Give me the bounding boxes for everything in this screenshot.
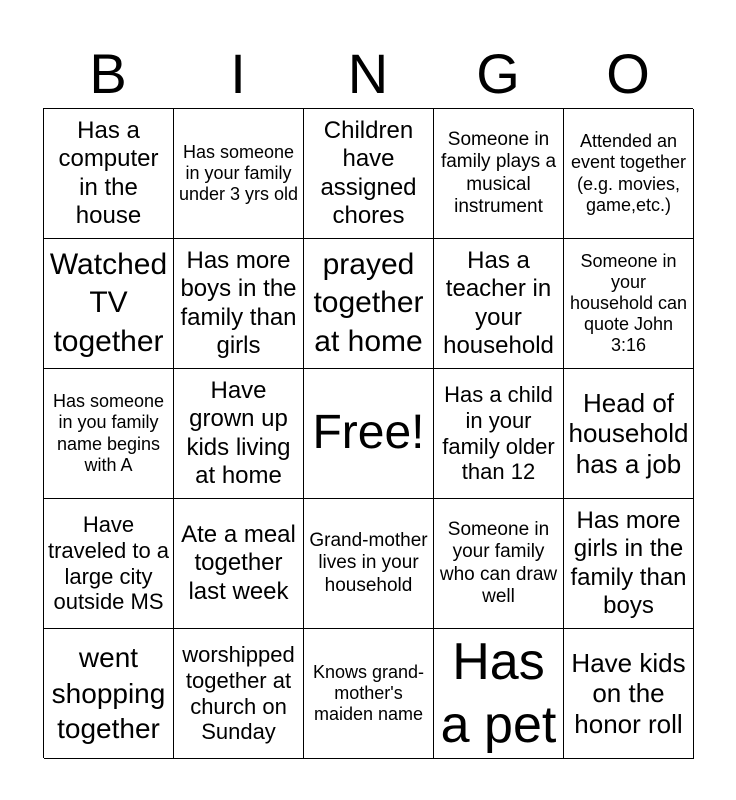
bingo-cell[interactable]: Has a pet [434, 629, 564, 759]
header-letter-o: O [606, 42, 650, 105]
header-letter-i: I [230, 42, 246, 105]
bingo-cell[interactable]: Has someone in you family name begins with A [44, 369, 174, 499]
header-letter-g: G [476, 42, 520, 105]
bingo-cell[interactable]: Has a teacher in your household [434, 239, 564, 369]
bingo-cell[interactable]: Someone in family plays a musical instrument [434, 109, 564, 239]
bingo-cell[interactable]: Have grown up kids living at home [174, 369, 304, 499]
bingo-cell[interactable]: worshipped together at church on Sunday [174, 629, 304, 759]
bingo-cell[interactable]: Have traveled to a large city outside MS [44, 499, 174, 629]
bingo-cell[interactable]: Has more girls in the family than boys [564, 499, 694, 629]
free-space[interactable]: Free! [304, 369, 434, 499]
bingo-cell[interactable]: Grand-mother lives in your household [304, 499, 434, 629]
bingo-cell[interactable]: Attended an event together (e.g. movies, game,etc.) [564, 109, 694, 239]
bingo-cell[interactable]: Ate a meal together last week [174, 499, 304, 629]
bingo-cell[interactable]: Has someone in your family under 3 yrs old [174, 109, 304, 239]
header-letter-b: B [89, 42, 127, 105]
bingo-cell[interactable]: Someone in your household can quote John 3:16 [564, 239, 694, 369]
bingo-cell[interactable]: Has more boys in the family than girls [174, 239, 304, 369]
bingo-board [43, 108, 693, 758]
bingo-cell[interactable]: Someone in your family who can draw well [434, 499, 564, 629]
bingo-cell[interactable]: Have kids on the honor roll [564, 629, 694, 759]
bingo-cell[interactable]: Head of household has a job [564, 369, 694, 499]
bingo-cell[interactable]: prayed together at home [304, 239, 434, 369]
bingo-cell[interactable]: Has a child in your family older than 12 [434, 369, 564, 499]
header-letter-n: N [347, 42, 389, 105]
bingo-cell[interactable]: Knows grand-mother's maiden name [304, 629, 434, 759]
bingo-cell[interactable]: Children have assigned chores [304, 109, 434, 239]
bingo-cell[interactable]: went shopping together [44, 629, 174, 759]
bingo-header [43, 40, 693, 108]
bingo-cell[interactable]: Watched TV together [44, 239, 174, 369]
bingo-cell[interactable]: Has a computer in the house [44, 109, 174, 239]
